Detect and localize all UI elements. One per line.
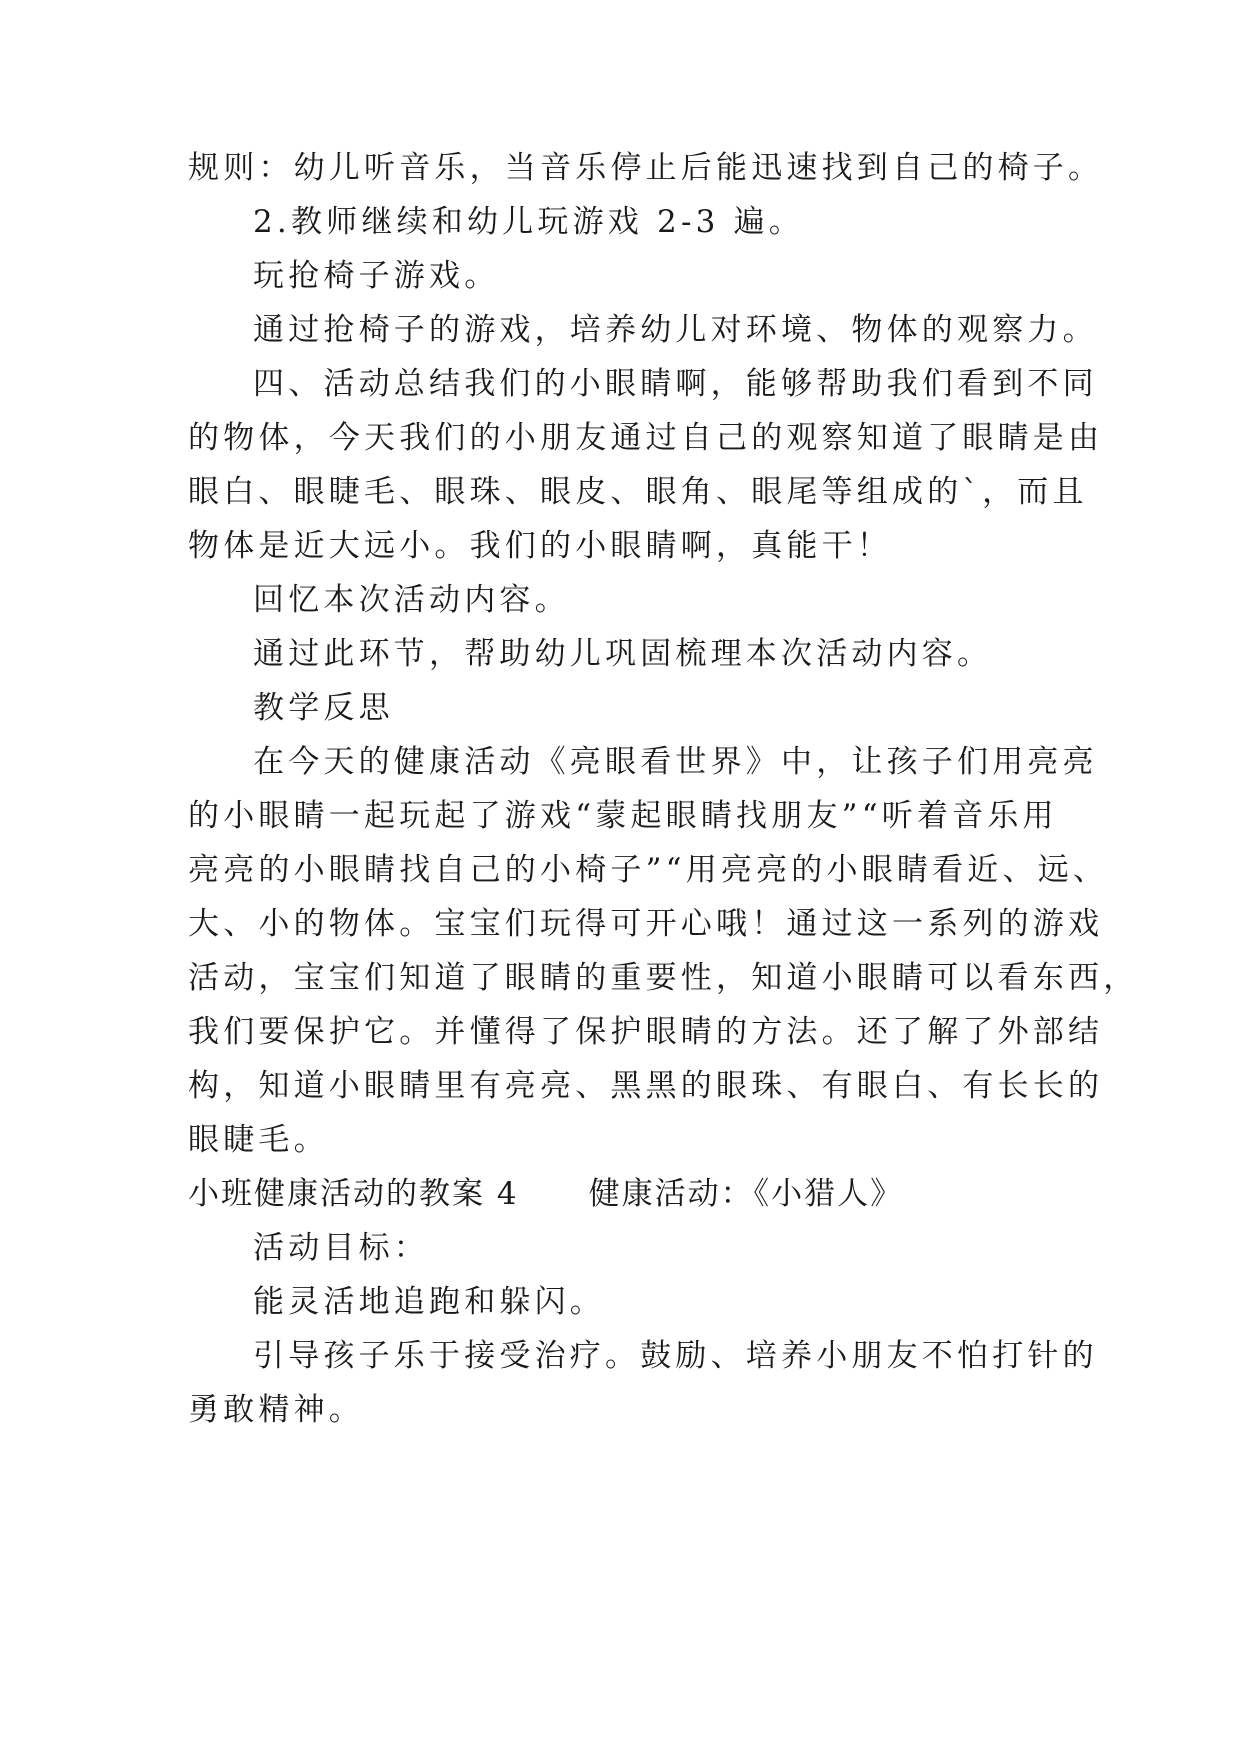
paragraph-line: 2.教师继续和幼儿玩游戏 2-3 遍。 (253, 204, 805, 240)
paragraph-line: 玩抢椅子游戏。 (253, 258, 500, 294)
paragraph-line: 回忆本次活动内容。 (253, 582, 570, 618)
paragraph-line: 的小眼睛一起玩起了游戏“蒙起眼睛找朋友”“听着音乐用 (188, 798, 1058, 834)
paragraph-line: 的物体，今天我们的小朋友通过自己的观察知道了眼睛是由 (188, 420, 1104, 456)
paragraph-line: 四、活动总结我们的小眼睛啊，能够帮助我们看到不同 (253, 366, 1098, 402)
paragraph-line: 能灵活地追跑和躲闪。 (253, 1284, 605, 1320)
paragraph-line: 亮亮的小眼睛找自己的小椅子”“用亮亮的小眼睛看近、远、 (188, 852, 1109, 888)
section-heading (188, 1174, 903, 1214)
paragraph-line: 通过此环节，帮助幼儿巩固梳理本次活动内容。 (253, 636, 993, 672)
paragraph-line: 物体是近大远小。我们的小眼睛啊，真能干！ (188, 528, 892, 564)
paragraph-line: 规则：幼儿听音乐，当音乐停止后能迅速找到自己的椅子。 (188, 150, 1104, 186)
section-label: 活动目标： (253, 1230, 429, 1266)
paragraph-line: 引导孩子乐于接受治疗。鼓励、培养小朋友不怕打针的 (253, 1338, 1098, 1374)
paragraph-line: 眼白、眼睫毛、眼珠、眼皮、眼角、眼尾等组成的`，而且 (188, 474, 1088, 510)
paragraph-line: 大、小的物体。宝宝们玩得可开心哦！通过这一系列的游戏 (188, 906, 1104, 942)
paragraph-line: 活动，宝宝们知道了眼睛的重要性，知道小眼睛可以看东西， (188, 960, 1139, 996)
section-label: 教学反思 (253, 690, 394, 726)
section-heading-title: 小班健康活动的教案 4 (188, 1176, 519, 1212)
paragraph-line: 眼睫毛。 (188, 1122, 329, 1158)
paragraph-line: 在今天的健康活动《亮眼看世界》中，让孩子们用亮亮 (253, 744, 1098, 780)
paragraph-line: 我们要保护它。并懂得了保护眼睛的方法。还了解了外部结 (188, 1014, 1104, 1050)
section-heading-subtitle: 健康活动：《小猎人》 (588, 1176, 904, 1212)
paragraph-line: 勇敢精神。 (188, 1392, 364, 1428)
paragraph-line: 构，知道小眼睛里有亮亮、黑黑的眼珠、有眼白、有长长的 (188, 1068, 1104, 1104)
paragraph-line: 通过抢椅子的游戏，培养幼儿对环境、物体的观察力。 (253, 312, 1098, 348)
